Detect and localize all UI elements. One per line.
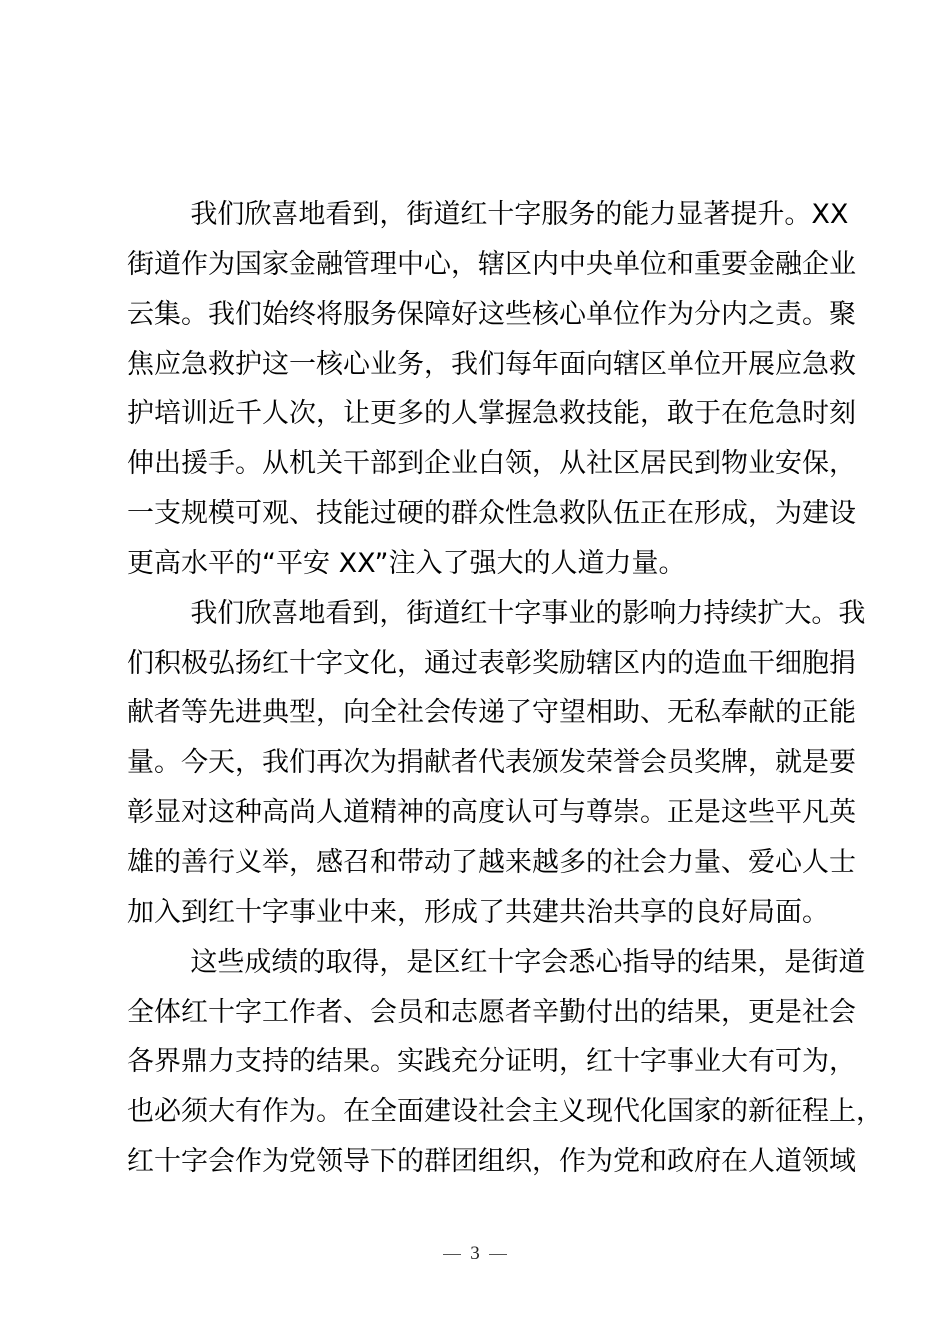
page-number — [0, 1243, 950, 1265]
text-line: 街道作为国家金融管理中心，辖区内中央单位和重要金融企业 — [127, 248, 856, 280]
text-line: 全体红十字工作者、会员和志愿者辛勤付出的结果，更是社会 — [127, 996, 856, 1028]
text-line: 献者等先进典型，向全社会传递了守望相助、无私奉献的正能 — [127, 697, 856, 729]
text-line: 雄的善行义举，感召和带动了越来越多的社会力量、爱心人士 — [127, 846, 856, 878]
paragraph-achievements — [127, 938, 883, 1187]
text-line: 云集。我们始终将服务保障好这些核心单位作为分内之责。聚 — [127, 298, 856, 330]
text-line: 们积极弘扬红十字文化，通过表彰奖励辖区内的造血干细胞捐 — [127, 647, 856, 679]
text-line: 焦应急救护这一核心业务，我们每年面向辖区单位开展应急救 — [127, 348, 856, 380]
body-text — [127, 190, 883, 1187]
text-line: 护培训近千人次，让更多的人掌握急救技能，敢于在危急时刻 — [127, 398, 856, 430]
paragraph-service-capacity — [127, 190, 856, 589]
dash-right-decoration — [489, 1254, 507, 1255]
text-line: 我们欣喜地看到，街道红十字事业的影响力持续扩大。我 — [190, 597, 866, 629]
text-line: 更高水平的“平安 XX”注入了强大的人道力量。 — [127, 547, 686, 579]
text-line: 量。今天，我们再次为捐献者代表颁发荣誉会员奖牌，就是要 — [127, 747, 856, 779]
text-line: 各界鼎力支持的结果。实践充分证明，红十字事业大有可为， — [127, 1046, 856, 1078]
dash-left-decoration — [443, 1254, 461, 1255]
text-line: 这些成绩的取得，是区红十字会悉心指导的结果，是街道 — [190, 946, 866, 978]
text-line: 加入到红十字事业中来，形成了共建共治共享的良好局面。 — [127, 896, 829, 928]
paragraph-influence-expansion — [127, 589, 866, 938]
text-line: 伸出援手。从机关干部到企业白领，从社区居民到物业安保， — [127, 448, 856, 480]
text-line: 我们欣喜地看到，街道红十字服务的能力显著提升。XX — [190, 199, 849, 230]
text-line: 彰显对这种高尚人道精神的高度认可与尊崇。正是这些平凡英 — [127, 797, 856, 829]
page-number-value: 3 — [470, 1243, 480, 1264]
text-line: 也必须大有作为。在全面建设社会主义现代化国家的新征程上， — [127, 1096, 883, 1128]
text-line: 红十字会作为党领导下的群团组织，作为党和政府在人道领域 — [127, 1146, 856, 1178]
text-line: 一支规模可观、技能过硬的群众性急救队伍正在形成，为建设 — [127, 498, 856, 530]
